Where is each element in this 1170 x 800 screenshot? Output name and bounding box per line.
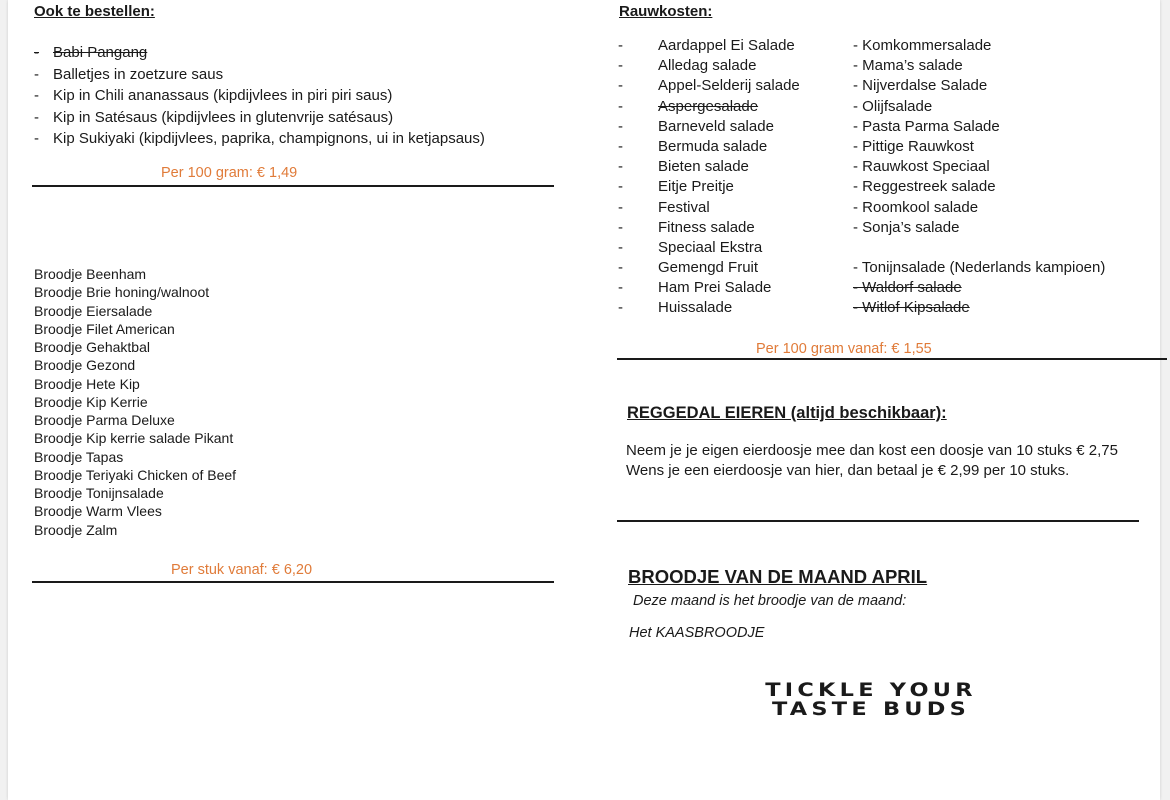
- rauwkost-item-left: Barneveld salade: [658, 117, 774, 135]
- broodje-item: Broodje Kip kerrie salade Pikant: [34, 430, 234, 447]
- dash-bullet: -: [618, 279, 623, 297]
- dash-bullet: -: [34, 130, 39, 147]
- ook-te-bestellen-list: [34, 42, 485, 150]
- tickle-line-1: TICKLE YOUR: [765, 679, 977, 701]
- month-subtitle: Deze maand is het broodje van de maand:: [633, 593, 907, 609]
- dash-bullet: -: [618, 299, 623, 317]
- tickle-line-2: TASTE BUDS: [771, 698, 970, 720]
- dash-bullet: -: [618, 97, 623, 115]
- rauwkost-item-left: Festival: [658, 198, 710, 216]
- rauwkost-item-left: Eitje Preitje: [658, 178, 734, 196]
- rauwkost-item-left: Ham Prei Salade: [658, 279, 772, 297]
- divider: [32, 185, 554, 187]
- rauwkost-item-right: - Tonijnsalade (Nederlands kampioen): [853, 259, 1106, 277]
- ook-price: Per 100 gram: € 1,49: [161, 165, 298, 181]
- month-title: BROODJE VAN DE MAAND APRIL: [628, 566, 928, 587]
- rauwkost-item-left: Bermuda salade: [658, 137, 768, 155]
- tickle-slogan: [738, 681, 1004, 719]
- dash-bullet: -: [618, 158, 623, 176]
- rauwkost-item-left: Fitness salade: [658, 218, 755, 236]
- dash-bullet: -: [618, 117, 623, 135]
- dash-bullet: -: [618, 218, 623, 236]
- dash-bullet: -: [34, 65, 39, 83]
- rauwkost-item-right: - Reggestreek salade: [853, 178, 996, 196]
- menu-page: [8, 0, 1160, 800]
- broodje-item: Broodje Hete Kip: [34, 375, 140, 392]
- eggs-title: REGGEDAL EIEREN (altijd beschikbaar):: [627, 404, 947, 422]
- broodje-item: Broodje Zalm: [34, 521, 118, 538]
- ook-item: [34, 42, 485, 64]
- broodje-item: Broodje Parma Deluxe: [34, 412, 175, 428]
- rauwkost-item-left: Speciaal Ekstra: [658, 238, 763, 256]
- rauwkost-item-right: - Komkommersalade: [853, 37, 992, 54]
- broodje-item: Broodje Warm Vlees: [34, 503, 162, 520]
- broodjes-list: [34, 265, 236, 539]
- ook-item: [34, 64, 485, 86]
- dash-bullet: -: [618, 37, 623, 54]
- rauwkost-item-right: - Nijverdalse Salade: [853, 77, 988, 95]
- broodje-item: Broodje Beenham: [34, 266, 147, 282]
- month-item: Het KAASBROODJE: [629, 625, 765, 641]
- broodje-item: Broodje Eiersalade: [34, 302, 153, 319]
- ook-item-label: Kip in Satésaus (kipdijvlees in glutenvrije satésaus): [53, 108, 394, 126]
- broodje-item: Broodje Tapas: [34, 448, 124, 465]
- dash-bullet: -: [618, 238, 623, 256]
- ook-item: [34, 85, 485, 107]
- broodje-item: Broodje Brie honing/walnoot: [34, 284, 210, 301]
- dash-bullet: -: [34, 44, 39, 61]
- dash-bullet: -: [618, 137, 623, 155]
- dash-bullet: -: [34, 108, 39, 126]
- rauwkost-item-right: - Roomkool salade: [853, 198, 979, 216]
- ook-item-label: Kip Sukiyaki (kipdijvlees, paprika, champignons, ui in ketjapsaus): [53, 130, 485, 147]
- broodje-item: Broodje Teriyaki Chicken of Beef: [34, 466, 237, 483]
- ook-item-label: Kip in Chili ananassaus (kipdijvlees in piri piri saus): [53, 87, 393, 104]
- broodje-item: Broodje Kip Kerrie: [34, 393, 148, 410]
- rauwkost-item-right: - Pasta Parma Salade: [853, 117, 1000, 135]
- rauwkost-item-left: Aspergesalade: [658, 97, 759, 115]
- rauwkosten-title: Rauwkosten:: [619, 3, 713, 20]
- dash-bullet: -: [618, 57, 623, 75]
- rauwkosten-price: Per 100 gram vanaf: € 1,55: [756, 341, 932, 357]
- rauwkost-item-left: Gemengd Fruit: [658, 259, 759, 277]
- dash-bullet: -: [618, 198, 623, 216]
- rauwkost-item-right: - Olijfsalade: [853, 97, 933, 115]
- rauwkost-item-left: Appel-Selderij salade: [658, 77, 800, 95]
- rauwkost-item-left: Alledag salade: [658, 57, 757, 75]
- eggs-line-1: Neem je je eigen eierdoosje mee dan kost een doosje van 10 stuks € 2,75: [626, 442, 1118, 459]
- rauwkost-item-right: - Sonja’s salade: [853, 218, 960, 236]
- ook-te-bestellen-title: Ook te bestellen:: [34, 3, 155, 20]
- divider: [617, 358, 1167, 360]
- rauwkost-item-right: - Waldorf salade: [853, 279, 962, 297]
- dash-bullet: -: [618, 77, 623, 95]
- eggs-line-2: Wens je een eierdoosje van hier, dan betaal je € 2,99 per 10 stuks.: [626, 462, 1070, 479]
- broodje-item: Broodje Filet American: [34, 320, 175, 337]
- broodje-item: Broodje Gezond: [34, 357, 136, 374]
- rauwkost-item-right: - Rauwkost Speciaal: [853, 158, 990, 176]
- dash-bullet: -: [618, 178, 623, 196]
- rauwkost-item-left: Huissalade: [658, 299, 733, 317]
- rauwkost-item-right: - Witlof Kipsalade: [853, 299, 970, 317]
- rauwkost-item-right: - Pittige Rauwkost: [853, 137, 974, 155]
- dash-bullet: -: [34, 87, 39, 104]
- ook-item: [34, 128, 485, 150]
- broodje-item: Broodje Tonijnsalade: [34, 485, 164, 501]
- rauwkost-item-right: - Mama’s salade: [853, 57, 963, 75]
- rauwkost-item-left: Bieten salade: [658, 158, 749, 176]
- ook-item-label: Babi Pangang: [53, 44, 148, 61]
- ook-item-label: Balletjes in zoetzure saus: [53, 65, 224, 83]
- ook-item: [34, 107, 485, 129]
- broodje-item: Broodje Gehaktbal: [34, 339, 150, 355]
- divider: [617, 520, 1139, 522]
- rauwkost-item-left: Aardappel Ei Salade: [658, 37, 795, 54]
- broodjes-price: Per stuk vanaf: € 6,20: [171, 562, 313, 578]
- divider: [32, 581, 554, 583]
- dash-bullet: -: [618, 259, 623, 277]
